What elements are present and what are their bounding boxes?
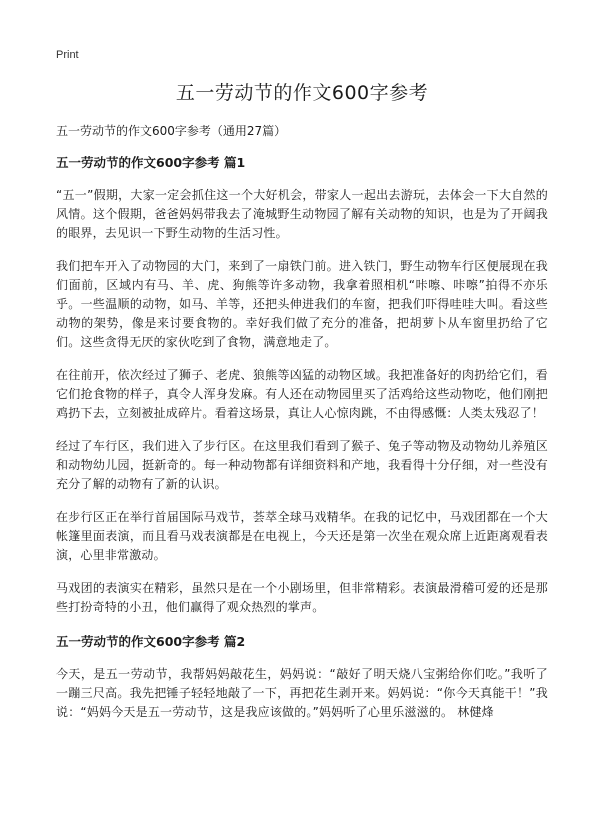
paragraph: 经过了车行区，我们进入了步行区。在这里我们看到了猴子、兔子等动物及动物幼儿养殖区和动物幼儿园，挺新奇的。每一种动物都有详细资料和产地，我看得十分仔细，对一些没有充分了解的动物有了新的认识。	[56, 439, 548, 491]
section-2	[56, 633, 548, 722]
section-1	[56, 154, 548, 617]
print-label: Print	[56, 49, 79, 61]
paragraph: 在往前开，依次经过了狮子、老虎、狼熊等凶猛的动物区域。我把准备好的肉扔给它们，看它们抢食物的样子，真令人浑身发麻。有人还在动物园里买了活鸡给这些动物吃，他们刚把鸡扔下去，立刻被扯成碎片。看着这场景，真让人心惊肉跳，不由得感慨：人类太残忍了！	[56, 368, 548, 420]
section-heading: 五一劳动节的作文600字参考 篇1	[56, 155, 246, 170]
document-subtitle: 五一劳动节的作文600字参考（通用27篇）	[56, 124, 287, 138]
paragraph: 今天，是五一劳动节，我帮妈妈敲花生，妈妈说：“敲好了明天烧八宝粥给你们吃。”我听了一蹦三尺高。我先把锤子轻轻地敲了一下，再把花生剥开来。妈妈说：“你今天真能干！”我说：“妈妈今天是五一劳动节，这是我应该做的。”妈妈听了心里乐滋滋的。 林健烽	[56, 667, 548, 719]
section-heading: 五一劳动节的作文600字参考 篇2	[56, 634, 246, 649]
document-title: 五一劳动节的作文600字参考	[175, 82, 429, 104]
paragraph: 在步行区正在举行首届国际马戏节，荟萃全球马戏精华。在我的记忆中，马戏团都在一个大帐篷里面表演，而且看马戏表演都是在电视上，今天还是第一次坐在观众席上近距离观看表演，心里非常激动。	[56, 510, 548, 562]
paragraph: 我们把车开入了动物园的大门，来到了一扇铁门前。进入铁门，野生动物车行区便展现在我们面前，区域内有马、羊、虎、狗熊等许多动物，我拿着照相机“咔嚓、咔嚓”拍得不亦乐乎。一些温顺的动物，如马、羊等，还把头伸进我们的车窗，把我们吓得哇哇大叫。看这些动物的架势，像是来讨要食物的。幸好我们做了充分的准备，把胡萝卜从车窗里扔给了它们。这些贪得无厌的家伙吃到了食物，满意地走了。	[56, 259, 548, 349]
paragraph: “五一”假期，大家一定会抓住这一个大好机会，带家人一起出去游玩，去体会一下大自然的风情。这个假期，爸爸妈妈带我去了淹城野生动物园了解有关动物的知识，也是为了开阔我的眼界，去见识一下野生动物的生活习性。	[56, 188, 548, 240]
paragraph: 马戏团的表演实在精彩，虽然只是在一个小剧场里，但非常精彩。表演最滑稽可爱的还是那些打扮奇特的小丑，他们赢得了观众热烈的掌声。	[56, 581, 548, 614]
